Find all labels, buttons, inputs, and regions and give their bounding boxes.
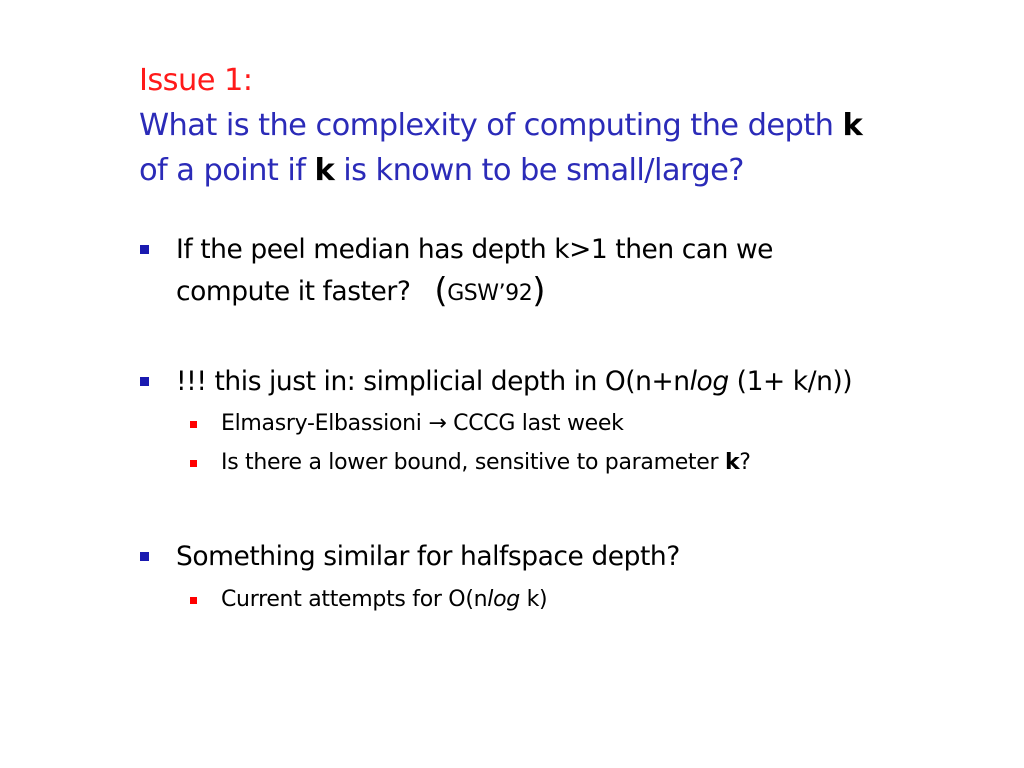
citation: GSW’92 [447, 281, 533, 306]
sub-bullet-text-pre: Current attempts for O(n [221, 587, 488, 612]
square-sub-bullet-icon [190, 597, 197, 604]
square-bullet-icon [140, 377, 149, 386]
sub-bullet-text [221, 448, 751, 478]
sub-bullet-text-post: CCCG last week [446, 411, 624, 436]
bullet-text: If the peel median has depth k>1 then can we [176, 234, 774, 265]
citation-paren-close: ) [532, 271, 546, 311]
sub-bullet-text [221, 585, 547, 615]
bullet-text-post: (1+ k/n)) [728, 366, 853, 397]
title-question-line-2 [139, 148, 1009, 193]
right-arrow-icon: → [428, 411, 447, 436]
bullet-text-pre: !!! this just in: simplicial depth in O(n+n [176, 366, 690, 397]
sub-bullet-text-pre: Elmasry-Elbassioni [221, 411, 429, 436]
bullet-text: Something similar for halfspace depth? [176, 541, 680, 572]
title-text: of a point if [139, 153, 315, 188]
sub-bullet-text-pre: Is there a lower bound, sensitive to parameter [221, 450, 725, 475]
sub-bullet-text-post: ? [739, 450, 751, 475]
bullet-text [176, 360, 852, 403]
bullet-text-italic: log [689, 366, 729, 397]
title-question-line-1 [139, 103, 1009, 148]
sub-bullet-text-post: k) [519, 587, 548, 612]
title-text: What is the complexity of computing the depth [139, 108, 843, 143]
square-sub-bullet-icon [190, 460, 197, 467]
bullet-text: compute it faster? [176, 276, 411, 307]
title-text: is known to be small/large? [334, 153, 744, 188]
sub-bullet-text [221, 409, 624, 439]
sub-bullet-text-italic: log [487, 587, 520, 612]
square-sub-bullet-icon [190, 421, 197, 428]
citation-paren-open: ( [434, 271, 448, 311]
square-bullet-icon [140, 245, 149, 254]
title-k-bold: k [314, 153, 335, 188]
sub-bullet-text-bold: k [724, 450, 740, 475]
issue-label: Issue 1: [139, 63, 253, 98]
slide-title [139, 58, 1009, 193]
title-k-bold: k [842, 108, 863, 143]
square-bullet-icon [140, 552, 149, 561]
bullet-text-line-2 [176, 270, 545, 315]
